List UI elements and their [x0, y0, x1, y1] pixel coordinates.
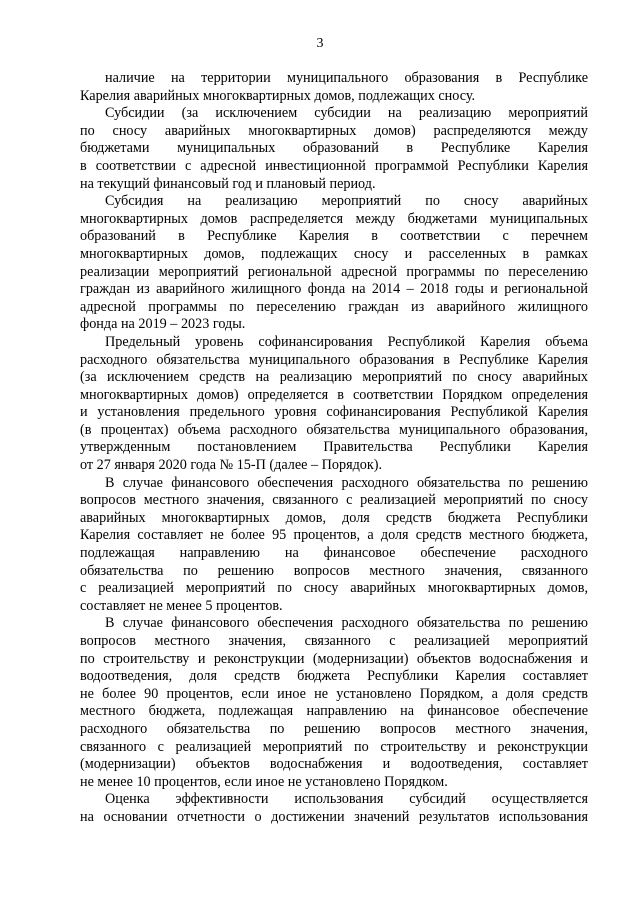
- text-line: вопросов местного значения, связанного с реализацией мероприятий: [80, 633, 588, 649]
- text-line: (за исключением средств на реализацию мероприятий по сносу аварийных: [80, 369, 588, 386]
- text-line: Предельный уровень софинансирования Республикой Карелия объема: [105, 333, 588, 350]
- text-line: расходного обязательства по решению вопросов местного значения,: [80, 720, 588, 737]
- text-line: бюджетами муниципальных образований в Республике Карелия: [80, 140, 588, 157]
- text-line: В случае финансового обеспечения расходного обязательства по решению: [105, 474, 588, 491]
- text-line: (модернизации) объектов водоснабжения и водоотведения, составляет: [80, 756, 588, 773]
- text-line: фонда на 2019 – 2023 годы.: [80, 316, 246, 333]
- text-line: по сносу аварийных многоквартирных домов) распределяются между: [80, 122, 588, 139]
- text-line: вопросов местного значения, связанного с реализацией мероприятий по сносу: [80, 492, 588, 509]
- text-line: Субсидия на реализацию мероприятий по сносу аварийных: [105, 193, 588, 210]
- text-line: адресной программы по переселению граждан из аварийного жилищного: [80, 298, 588, 315]
- text-line: (в процентах) объема расходного обязательства муниципального образования,: [80, 421, 588, 438]
- page-number: 3: [316, 36, 324, 51]
- text-line: в соответствии с адресной инвестиционной программой Республики Карелия: [80, 157, 588, 174]
- text-line: подлежащая направлению на финансовое обеспечение расходного: [80, 545, 588, 562]
- text-line: Карелия аварийных многоквартирных домов, подлежащих сносу.: [80, 87, 476, 104]
- text-line: водоотведения, доля средств бюджета Республики Карелия составляет: [80, 668, 588, 685]
- text-line: связанного с реализацией мероприятий по строительству и реконструкции: [80, 738, 588, 755]
- text-line: наличие на территории муниципального образования в Республике: [105, 70, 588, 86]
- text-line: от 27 января 2020 года № 15-П (далее – Порядок).: [80, 457, 383, 474]
- text-line: утвержденным постановлением Правительства Республики Карелия: [80, 439, 588, 456]
- text-line: местного бюджета, подлежащая направлению на финансовое обеспечение: [80, 703, 588, 720]
- text-line: Оценка эффективности использования субсидий осуществляется: [105, 791, 588, 808]
- text-line: Субсидии (за исключением субсидии на реализацию мероприятий: [105, 105, 588, 122]
- text-line: не менее 10 процентов, если иное не установлено Порядком.: [80, 773, 448, 790]
- text-line: составляет не менее 5 процентов.: [80, 597, 283, 614]
- text-line: на текущий финансовый год и плановый период.: [80, 175, 376, 192]
- text-line: на основании отчетности о достижении значений результатов использования: [80, 808, 588, 825]
- body-text: [80, 70, 588, 827]
- text-line: многоквартирных домов, подлежащих сносу и расселенных в рамках: [80, 245, 588, 262]
- text-line: образований в Республике Карелия в соответствии с перечнем: [80, 228, 588, 245]
- text-line: граждан из аварийного жилищного фонда на 2014 – 2018 годы и региональной: [80, 281, 588, 298]
- text-line: расходного обязательства муниципального образования в Республике Карелия: [80, 351, 588, 368]
- text-line: многоквартирных домов распределяется между бюджетами муниципальных: [80, 210, 588, 227]
- text-line: и установления предельного уровня софинансирования Республикой Карелия: [80, 404, 588, 421]
- text-line: не более 90 процентов, если иное не установлено Порядком, а доля средств: [80, 685, 588, 702]
- text-line: реализации мероприятий региональной адресной программы по переселению: [80, 263, 588, 280]
- text-line: Карелия составляет не более 95 процентов, а доля средств местного бюджета,: [80, 527, 588, 544]
- text-line: В случае финансового обеспечения расходного обязательства по решению: [105, 615, 588, 632]
- text-line: обязательства по решению вопросов местного значения, связанного: [80, 562, 588, 579]
- text-line: аварийных многоквартирных домов, доля средств бюджета Республики: [80, 509, 588, 526]
- text-line: с реализацией мероприятий по сносу аварийных многоквартирных домов,: [80, 580, 588, 597]
- text-line: по строительству и реконструкции (модернизации) объектов водоснабжения и: [80, 650, 588, 667]
- text-line: многоквартирных домов) определяется в соответствии Порядком определения: [80, 386, 588, 403]
